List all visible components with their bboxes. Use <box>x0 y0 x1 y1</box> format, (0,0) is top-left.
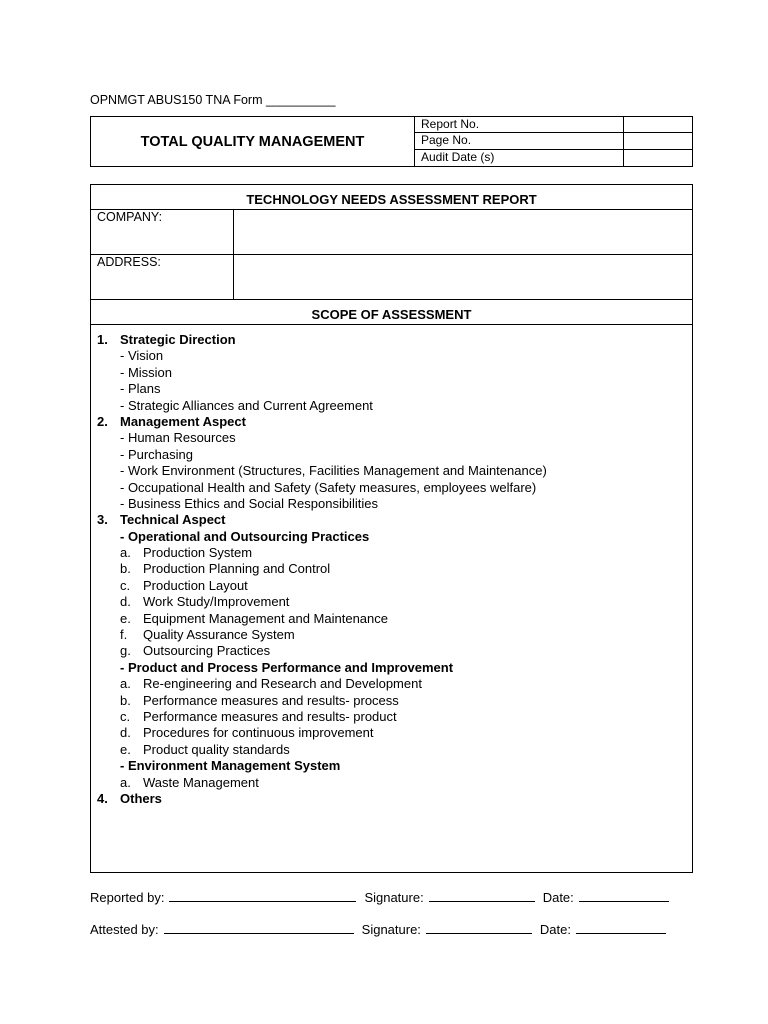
item-text: Performance measures and results- product <box>143 708 397 724</box>
item-text: Re-engineering and Research and Development <box>143 676 422 692</box>
signature-field[interactable] <box>426 921 532 934</box>
item-text: Quality Assurance System <box>143 627 295 643</box>
signature-label: Signature: <box>361 922 421 937</box>
list-item: - Vision <box>120 348 164 364</box>
audit-date-field[interactable] <box>624 150 692 166</box>
section-heading <box>97 512 692 528</box>
list-item: - Purchasing <box>120 446 193 462</box>
item-text: Outsourcing Practices <box>143 643 271 659</box>
company-label: COMPANY: <box>91 210 234 254</box>
list-item <box>97 676 692 692</box>
list-item: - Work Environment (Structures, Facilities Management and Maintenance) <box>120 463 547 479</box>
section-number: 3. <box>97 512 108 528</box>
item-text: Equipment Management and Maintenance <box>143 610 388 626</box>
item-letter: a. <box>120 545 131 561</box>
item-text: Procedures for continuous improvement <box>143 725 374 741</box>
list-item: - Mission <box>120 364 173 380</box>
address-label: ADDRESS: <box>91 255 234 299</box>
company-field[interactable] <box>234 210 692 254</box>
report-no-row <box>415 117 692 133</box>
list-item <box>97 594 692 610</box>
list-item <box>97 578 692 594</box>
list-item: - Strategic Alliances and Current Agreement <box>120 397 373 413</box>
audit-date-row <box>415 150 692 166</box>
item-letter: a. <box>120 774 131 790</box>
item-letter: d. <box>120 725 131 741</box>
reported-by-label: Reported by: <box>90 890 165 905</box>
section-title: Management Aspect <box>120 413 246 429</box>
item-letter: f. <box>120 627 128 643</box>
signature-label: Signature: <box>364 890 424 905</box>
attested-by-label: Attested by: <box>90 922 159 937</box>
page-no-field[interactable] <box>624 133 692 148</box>
signature-field[interactable] <box>429 889 535 902</box>
item-text: Production Planning and Control <box>143 561 331 577</box>
scope-list <box>91 325 692 807</box>
page-no-row <box>415 133 692 149</box>
item-letter: d. <box>120 594 131 610</box>
page-no-label: Page No. <box>415 133 624 148</box>
item-letter: a. <box>120 676 131 692</box>
report-title: TECHNOLOGY NEEDS ASSESSMENT REPORT <box>91 185 692 210</box>
list-item <box>97 545 692 561</box>
date-field[interactable] <box>579 889 669 902</box>
item-text: Work Study/Improvement <box>143 594 290 610</box>
address-row <box>91 255 692 300</box>
reported-by-field[interactable] <box>169 889 356 902</box>
list-item <box>97 742 692 758</box>
document-title: TOTAL QUALITY MANAGEMENT <box>91 117 415 166</box>
subsection-heading: - Product and Process Performance and Improvement <box>120 659 454 675</box>
reported-by-row <box>90 889 669 905</box>
subsection-heading: - Operational and Outsourcing Practices <box>120 528 370 544</box>
item-letter: b. <box>120 561 131 577</box>
item-letter: c. <box>120 708 131 724</box>
section-title: Technical Aspect <box>120 512 226 528</box>
header-meta-table <box>415 117 692 166</box>
section-title: Strategic Direction <box>120 332 236 347</box>
company-row <box>91 210 692 255</box>
date-label: Date: <box>542 890 574 905</box>
scope-title: SCOPE OF ASSESSMENT <box>91 300 692 325</box>
item-text: Performance measures and results- process <box>143 692 399 708</box>
list-item <box>97 693 692 709</box>
item-letter: c. <box>120 577 131 593</box>
audit-date-label: Audit Date (s) <box>415 150 624 166</box>
list-item <box>97 627 692 643</box>
section-number: 2. <box>97 413 108 429</box>
list-item <box>97 611 692 627</box>
date-field[interactable] <box>576 921 666 934</box>
list-item <box>97 709 692 725</box>
item-letter: e. <box>120 610 131 626</box>
report-no-label: Report No. <box>415 117 624 132</box>
item-text: Product quality standards <box>143 741 290 757</box>
list-item <box>97 561 692 577</box>
item-letter: e. <box>120 741 131 757</box>
item-text: Waste Management <box>143 774 259 790</box>
list-item: - Occupational Health and Safety (Safety measures, employees welfare) <box>120 479 537 495</box>
item-text: Production Layout <box>143 577 248 593</box>
attested-by-row <box>90 921 666 937</box>
section-number: 4. <box>97 790 108 806</box>
item-letter: b. <box>120 692 131 708</box>
section-heading <box>97 791 692 807</box>
list-item <box>97 725 692 741</box>
section-title: Others <box>120 790 162 806</box>
assessment-report-box <box>90 184 693 873</box>
header-box <box>90 116 693 167</box>
subsection-heading: - Environment Management System <box>120 758 341 774</box>
section-heading <box>97 414 692 430</box>
list-item: - Human Resources <box>120 430 236 446</box>
section-heading <box>97 332 692 348</box>
address-field[interactable] <box>234 255 692 299</box>
attested-by-field[interactable] <box>164 921 354 934</box>
report-no-field[interactable] <box>624 117 692 132</box>
form-code: OPNMGT ABUS150 TNA Form __________ <box>90 93 336 107</box>
list-item <box>97 775 692 791</box>
date-label: Date: <box>539 922 571 937</box>
list-item: - Plans <box>120 381 161 397</box>
item-letter: g. <box>120 643 131 659</box>
list-item: - Business Ethics and Social Responsibilities <box>120 495 378 511</box>
list-item <box>97 643 692 659</box>
item-text: Production System <box>143 545 253 561</box>
section-number: 1. <box>97 332 108 347</box>
